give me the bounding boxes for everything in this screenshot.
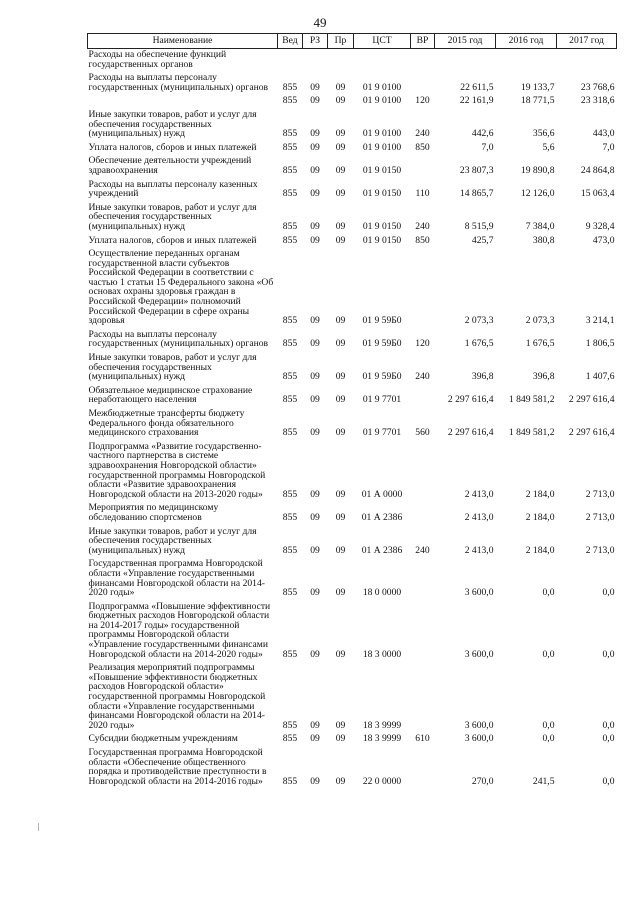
row-2015: 7,0 xyxy=(481,141,494,153)
row-name: Уплата налогов, сборов и иных платежей xyxy=(88,234,257,246)
row-ved: 855 xyxy=(282,427,298,439)
row-name: Расходы на выплаты персоналу казенных учреждений xyxy=(88,178,258,200)
row-rz: 09 xyxy=(310,587,320,599)
table-row xyxy=(88,662,617,733)
row-name: Расходы на выплаты персоналу государственных (муниципальных) органов xyxy=(88,328,269,350)
row-2017: 15 063,4 xyxy=(580,188,615,200)
row-2016: 18 771,5 xyxy=(520,95,555,107)
row-rz: 09 xyxy=(310,719,320,731)
row-2017: 0,0 xyxy=(602,775,615,787)
row-2016: 7 384,0 xyxy=(525,220,555,232)
row-pr: 09 xyxy=(335,394,346,406)
row-vr xyxy=(411,558,435,600)
row-rz: 09 xyxy=(310,371,320,383)
row-pr: 09 xyxy=(335,488,346,500)
row-2017: 9 328,4 xyxy=(585,220,615,232)
row-name: Мероприятия по медицинскому обследованию спортсменов xyxy=(88,502,219,523)
row-rz xyxy=(303,49,328,73)
row-pr: 09 xyxy=(335,95,346,107)
row-ved: 855 xyxy=(282,141,298,153)
row-2017: 2 713,0 xyxy=(585,488,615,500)
row-ved: 855 xyxy=(282,719,298,731)
row-vr: 120 xyxy=(415,95,430,107)
page-number: 49 xyxy=(313,15,327,30)
row-cst: 18 3 9999 xyxy=(362,719,402,731)
row-pr: 09 xyxy=(335,315,346,327)
row-2016: 380,8 xyxy=(532,234,555,246)
row-ved: 855 xyxy=(282,95,298,107)
row-2016: 356,6 xyxy=(532,128,555,140)
row-cst: 01 А 0000 xyxy=(361,488,403,500)
row-2015: 2 073,3 xyxy=(464,315,494,327)
row-2016: 1 676,5 xyxy=(525,338,555,350)
row-2017: 23 318,6 xyxy=(580,95,615,107)
table-row xyxy=(88,95,617,109)
row-rz: 09 xyxy=(310,544,320,556)
row-2015 xyxy=(435,49,496,73)
row-rz: 09 xyxy=(310,338,320,350)
row-2016: 2 184,0 xyxy=(525,544,555,556)
column-header-2016: 2016 год xyxy=(496,34,557,49)
row-2015: 270,0 xyxy=(471,775,494,787)
row-2015: 23 807,3 xyxy=(459,164,494,176)
row-rz: 09 xyxy=(310,220,320,232)
row-rz: 09 xyxy=(310,234,320,246)
row-2017: 2 297 616,4 xyxy=(568,394,615,406)
row-vr: 850 xyxy=(415,234,430,246)
table-row xyxy=(88,179,617,202)
row-name xyxy=(88,95,278,109)
row-ved: 855 xyxy=(282,488,298,500)
row-2015: 22 161,9 xyxy=(459,95,494,107)
row-ved xyxy=(278,49,303,73)
row-pr: 09 xyxy=(335,733,346,745)
row-rz: 09 xyxy=(310,394,320,406)
row-cst: 01 9 59Б0 xyxy=(362,315,402,327)
table-row xyxy=(88,352,617,385)
row-pr: 09 xyxy=(335,587,346,599)
row-name: Государственная программа Новгородской области «Управление государственными финансами Новгородской области на 2014-2020 годы» xyxy=(88,558,265,599)
row-2017: 0,0 xyxy=(602,648,615,660)
column-header-vr: ВР xyxy=(411,34,435,49)
column-header-name: Наименование xyxy=(88,34,278,49)
table-header xyxy=(88,34,617,49)
row-2015: 2 297 616,4 xyxy=(447,394,494,406)
row-2017: 0,0 xyxy=(602,587,615,599)
column-header-pr: Пр xyxy=(328,34,354,49)
table-row xyxy=(88,235,617,249)
row-rz: 09 xyxy=(310,733,320,745)
row-pr: 09 xyxy=(335,164,346,176)
row-2017: 443,0 xyxy=(592,128,615,140)
row-vr xyxy=(411,72,435,95)
row-ved: 855 xyxy=(282,164,298,176)
table-row xyxy=(88,49,617,73)
row-rz: 09 xyxy=(310,95,320,107)
row-cst: 18 3 0000 xyxy=(362,648,402,660)
margin-mark: | xyxy=(38,822,40,831)
row-vr xyxy=(411,155,435,178)
row-ved: 855 xyxy=(282,81,298,93)
table-row xyxy=(88,526,617,559)
row-2017: 2 713,0 xyxy=(585,511,615,523)
row-cst: 01 9 7701 xyxy=(362,427,402,439)
row-2017: 2 713,0 xyxy=(585,544,615,556)
table-body xyxy=(88,49,617,790)
row-pr: 09 xyxy=(335,141,346,153)
table-row xyxy=(88,558,617,600)
row-2017: 24 864,8 xyxy=(580,164,615,176)
row-cst: 18 3 9999 xyxy=(362,733,402,745)
row-pr: 09 xyxy=(335,188,346,200)
row-name: Расходы на обеспечение функций государственных органов xyxy=(88,49,227,70)
row-vr: 120 xyxy=(415,338,430,350)
row-2017: 23 768,6 xyxy=(580,81,615,93)
row-ved: 855 xyxy=(282,587,298,599)
row-2016: 2 184,0 xyxy=(525,488,555,500)
row-cst: 01 9 0100 xyxy=(362,141,402,153)
row-vr: 240 xyxy=(415,128,430,140)
row-cst: 01 А 2386 xyxy=(361,544,403,556)
row-2015: 14 865,7 xyxy=(459,188,494,200)
row-2015: 2 297 616,4 xyxy=(447,427,494,439)
row-2017: 1 806,5 xyxy=(585,338,615,350)
column-header-2015: 2015 год xyxy=(435,34,496,49)
row-2017: 7,0 xyxy=(602,141,615,153)
row-ved: 855 xyxy=(282,338,298,350)
row-name: Обеспечение деятельности учреждений здравоохранения xyxy=(88,155,252,176)
table-row xyxy=(88,385,617,408)
row-cst: 22 0 0000 xyxy=(362,775,402,787)
table-row xyxy=(88,109,617,142)
row-2015: 2 413,0 xyxy=(464,544,494,556)
row-2016: 396,8 xyxy=(532,371,555,383)
row-cst: 01 9 0100 xyxy=(362,95,402,107)
row-cst: 01 9 0100 xyxy=(362,81,402,93)
row-2015: 396,8 xyxy=(471,371,494,383)
row-vr: 560 xyxy=(415,427,430,439)
row-rz: 09 xyxy=(310,188,320,200)
row-2016: 1 849 581,2 xyxy=(508,394,555,406)
row-2016: 241,5 xyxy=(532,775,555,787)
row-vr: 240 xyxy=(415,371,430,383)
row-name: Межбюджетные трансферты бюджету Федерального фонда обязательного медицинского страхования xyxy=(88,408,245,439)
row-pr: 09 xyxy=(335,427,346,439)
row-pr: 09 xyxy=(335,719,346,731)
row-ved: 855 xyxy=(282,648,298,660)
row-name: Иные закупки товаров, работ и услуг для обеспечения государственных (муниципальных) нужд xyxy=(88,352,257,383)
row-cst: 01 9 59Б0 xyxy=(362,371,402,383)
row-name: Уплата налогов, сборов и иных платежей xyxy=(88,141,257,153)
table-row xyxy=(88,502,617,525)
column-header-ved: Вед xyxy=(278,34,303,49)
row-rz: 09 xyxy=(310,648,320,660)
row-2016: 0,0 xyxy=(542,587,555,599)
row-2015: 3 600,0 xyxy=(464,719,494,731)
row-vr xyxy=(411,441,435,503)
row-name: Иные закупки товаров, работ и услуг для обеспечения государственных (муниципальных) нужд xyxy=(88,108,257,140)
column-header-2017: 2017 год xyxy=(557,34,617,49)
row-name: Обязательное медицинское страхование неработающего населения xyxy=(88,384,253,406)
row-ved: 855 xyxy=(282,220,298,232)
row-2016: 2 184,0 xyxy=(525,511,555,523)
row-rz: 09 xyxy=(310,488,320,500)
row-name: Осуществление переданных органам государственной власти субъектов Российской Федерации в соответствии с частью 1 статьи 15 Федерального закона «Об основах охраны здоровья граждан в Российской Федерации» полномочий Российской Федерации в сфере охраны здоровья xyxy=(88,248,274,327)
table-row xyxy=(88,441,617,503)
row-ved: 855 xyxy=(282,315,298,327)
row-vr xyxy=(411,502,435,525)
row-2015: 442,6 xyxy=(471,128,494,140)
row-pr: 09 xyxy=(335,511,346,523)
row-vr xyxy=(411,601,435,663)
row-2015: 425,7 xyxy=(471,234,494,246)
row-name: Реализация мероприятий подпрограммы «Повышение эффективности бюджетных расходов Новгородской области» государственной программы Новгородской области «Управление государственными финансами Новгородской области на 2014-2020 годы» xyxy=(88,662,266,731)
row-cst: 01 9 0100 xyxy=(362,128,402,140)
row-2015: 1 676,5 xyxy=(464,338,494,350)
row-cst: 01 9 0150 xyxy=(362,220,402,232)
row-pr xyxy=(328,49,354,73)
table-row xyxy=(88,155,617,178)
row-pr: 09 xyxy=(335,544,346,556)
row-name: Иные закупки товаров, работ и услуг для обеспечения государственных (муниципальных) нужд xyxy=(88,201,257,232)
row-vr xyxy=(411,747,435,789)
row-2016 xyxy=(496,49,557,73)
row-ved: 855 xyxy=(282,394,298,406)
row-2015: 2 413,0 xyxy=(464,488,494,500)
row-vr xyxy=(411,662,435,733)
row-ved: 855 xyxy=(282,371,298,383)
row-vr: 850 xyxy=(415,141,430,153)
row-2015: 2 413,0 xyxy=(464,511,494,523)
row-vr xyxy=(411,49,435,73)
row-2016: 0,0 xyxy=(542,648,555,660)
row-vr: 110 xyxy=(415,188,430,200)
row-vr xyxy=(411,248,435,329)
row-name: Подпрограмма «Повышение эффективности бюджетных расходов Новгородской области на 2014-2017 годы» государственной программы Новгородской области «Управление государственными финансами Новгородской области на 2014-2020 годы» xyxy=(88,600,271,660)
row-pr: 09 xyxy=(335,220,346,232)
row-vr: 240 xyxy=(415,544,430,556)
row-2015: 8 515,9 xyxy=(464,220,494,232)
row-pr: 09 xyxy=(335,234,346,246)
row-name: Расходы на выплаты персоналу государственных (муниципальных) органов xyxy=(88,72,269,93)
row-rz: 09 xyxy=(310,775,320,787)
row-2016: 0,0 xyxy=(542,719,555,731)
row-2016: 19 890,8 xyxy=(520,164,555,176)
row-ved: 855 xyxy=(282,511,298,523)
row-cst: 01 9 7701 xyxy=(362,394,402,406)
row-pr: 09 xyxy=(335,338,346,350)
row-2016: 19 133,7 xyxy=(520,81,555,93)
table-row xyxy=(88,408,617,441)
row-2017: 2 297 616,4 xyxy=(568,427,615,439)
column-header-cst: ЦСТ xyxy=(354,34,411,49)
row-2017: 0,0 xyxy=(602,719,615,731)
table-row xyxy=(88,142,617,156)
row-2016: 12 126,0 xyxy=(520,188,555,200)
row-2017: 1 407,6 xyxy=(585,371,615,383)
row-vr xyxy=(411,385,435,408)
row-ved: 855 xyxy=(282,544,298,556)
table-row xyxy=(88,72,617,95)
table-row xyxy=(88,601,617,663)
row-cst: 18 0 0000 xyxy=(362,587,402,599)
row-2016: 5,6 xyxy=(542,141,555,153)
row-2017: 3 214,1 xyxy=(585,315,615,327)
row-vr: 610 xyxy=(415,733,430,745)
row-rz: 09 xyxy=(310,141,320,153)
row-cst: 01 9 0150 xyxy=(362,164,402,176)
row-ved: 855 xyxy=(282,733,298,745)
row-2016: 0,0 xyxy=(542,733,555,745)
row-ved: 855 xyxy=(282,234,298,246)
column-header-rz: РЗ xyxy=(303,34,328,49)
row-2016: 2 073,3 xyxy=(525,315,555,327)
row-rz: 09 xyxy=(310,427,320,439)
row-name: Подпрограмма «Развитие государственно-частного партнерства в системе здравоохранения Новгородской области» государственной программы Новгородской области «Развитие здравоохранения Новгородской области на 2013-2020 годы» xyxy=(88,440,266,500)
row-rz: 09 xyxy=(310,81,320,93)
row-vr: 240 xyxy=(415,220,430,232)
row-2015: 22 611,5 xyxy=(460,81,494,93)
row-ved: 855 xyxy=(282,128,298,140)
row-name: Иные закупки товаров, работ и услуг для обеспечения государственных (муниципальных) нужд xyxy=(88,525,257,556)
table-row xyxy=(88,202,617,235)
table-row xyxy=(88,747,617,789)
row-2017: 0,0 xyxy=(602,733,615,745)
row-cst xyxy=(354,49,411,73)
row-2015: 3 600,0 xyxy=(464,587,494,599)
row-rz: 09 xyxy=(310,315,320,327)
row-pr: 09 xyxy=(335,371,346,383)
row-2015: 3 600,0 xyxy=(464,733,494,745)
table-row xyxy=(88,733,617,747)
row-pr: 09 xyxy=(335,775,346,787)
row-cst: 01 9 0150 xyxy=(362,188,402,200)
row-ved: 855 xyxy=(282,188,298,200)
row-cst: 01 9 59Б0 xyxy=(362,338,402,350)
row-rz: 09 xyxy=(310,511,320,523)
budget-table xyxy=(87,33,617,789)
row-name: Государственная программа Новгородской области «Обеспечение общественного порядка и противодействие преступности в Новгородской области на 2014-2016 годы» xyxy=(88,747,267,787)
row-rz: 09 xyxy=(310,128,320,140)
row-2017 xyxy=(557,49,617,73)
table-row xyxy=(88,248,617,329)
row-2017: 473,0 xyxy=(592,234,615,246)
row-2016: 1 849 581,2 xyxy=(508,427,555,439)
row-ved: 855 xyxy=(282,775,298,787)
row-pr: 09 xyxy=(335,648,346,660)
row-name: Субсидии бюджетным учреждениям xyxy=(88,733,238,745)
row-cst: 01 А 2386 xyxy=(361,511,403,523)
table-row xyxy=(88,329,617,352)
row-rz: 09 xyxy=(310,164,320,176)
row-cst: 01 9 0150 xyxy=(362,234,402,246)
row-pr: 09 xyxy=(335,81,346,93)
row-pr: 09 xyxy=(335,128,346,140)
row-2015: 3 600,0 xyxy=(464,648,494,660)
